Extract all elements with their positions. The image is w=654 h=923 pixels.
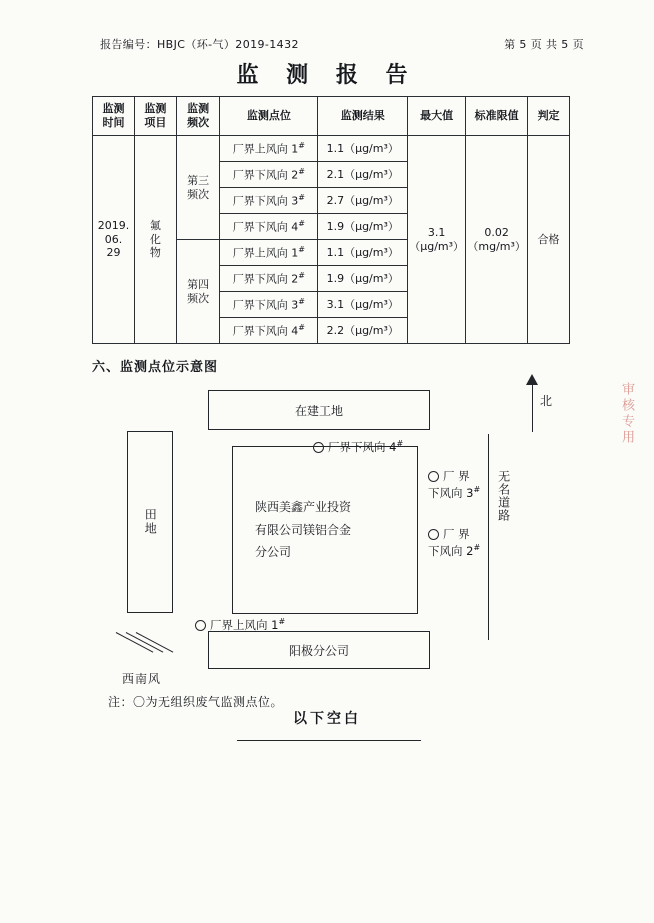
red-stamp-mark: 审核专用 bbox=[619, 382, 634, 446]
cell-limit: 0.02 （mg/m³） bbox=[466, 136, 528, 344]
cell-judge: 合格 bbox=[528, 136, 570, 344]
point-sup: # bbox=[298, 218, 305, 228]
page-title: 监 测 报 告 bbox=[236, 62, 418, 88]
wind-label: 西南风 bbox=[122, 672, 162, 686]
point-sup: # bbox=[298, 322, 305, 332]
farmland-box bbox=[127, 431, 173, 613]
company-line-3: 分公司 bbox=[255, 545, 292, 560]
diagram-note: 注：〇为无组织废气监测点位。 bbox=[108, 695, 284, 709]
north-arrow-shaft bbox=[532, 384, 533, 432]
cell-max: 3.1 （μg/m³） bbox=[408, 136, 466, 344]
cell-result: 1.9（μg/m³） bbox=[318, 266, 408, 292]
cell-result: 1.1（μg/m³） bbox=[318, 136, 408, 162]
page-number: 第 5 页 共 5 页 bbox=[504, 38, 584, 51]
section-title: 六、监测点位示意图 bbox=[92, 360, 219, 375]
site-layout-diagram bbox=[80, 378, 580, 698]
cell-result: 2.7（μg/m³） bbox=[318, 188, 408, 214]
point-sup: # bbox=[298, 166, 305, 176]
monitoring-point-4: 厂界下风向 4# bbox=[313, 438, 403, 455]
cell-result: 1.9（μg/m³） bbox=[318, 214, 408, 240]
cell-time: 2019. 06. 29 bbox=[93, 136, 135, 344]
cell-freq-4: 第四 频次 bbox=[176, 240, 220, 344]
cell-point: 厂界下风向 2# bbox=[220, 266, 318, 292]
monitoring-point-2: 厂 界 下风向 2# bbox=[428, 527, 481, 558]
monitoring-table-wrap bbox=[92, 96, 570, 344]
farmland-label: 田地 bbox=[143, 508, 158, 536]
cell-result: 3.1（μg/m³） bbox=[318, 292, 408, 318]
monitoring-point-3: 厂 界 下风向 3# bbox=[428, 469, 481, 500]
col-time: 监测 时间 bbox=[93, 97, 135, 136]
cell-point: 厂界下风向 3# bbox=[220, 292, 318, 318]
point-sup: # bbox=[298, 192, 305, 202]
col-freq: 监测 频次 bbox=[176, 97, 220, 136]
cell-point: 厂界上风向 1# bbox=[220, 240, 318, 266]
bottom-rule bbox=[237, 740, 421, 741]
table-header-row bbox=[93, 97, 570, 136]
circle-icon bbox=[428, 471, 439, 482]
cell-point: 厂界下风向 2# bbox=[220, 162, 318, 188]
cell-result: 2.1（μg/m³） bbox=[318, 162, 408, 188]
monitoring-point-1: 厂界上风向 1# bbox=[195, 616, 285, 633]
cell-result: 2.2（μg/m³） bbox=[318, 318, 408, 344]
page-header bbox=[100, 36, 584, 52]
col-result: 监测结果 bbox=[318, 97, 408, 136]
cell-point: 厂界下风向 3# bbox=[220, 188, 318, 214]
blank-below-text: 以下空白 bbox=[293, 711, 361, 727]
cell-freq-3: 第三 频次 bbox=[176, 136, 220, 240]
col-point: 监测点位 bbox=[220, 97, 318, 136]
col-judge: 判定 bbox=[528, 97, 570, 136]
company-line-2: 有限公司镁铝合金 bbox=[255, 522, 352, 537]
construction-site-box: 在建工地 bbox=[208, 390, 430, 430]
circle-icon bbox=[428, 529, 439, 540]
wind-direction-icon bbox=[112, 628, 182, 668]
col-max: 最大值 bbox=[408, 97, 466, 136]
report-number: 报告编号：HBJC（环-气）2019-1432 bbox=[100, 38, 299, 51]
table-row bbox=[93, 136, 570, 162]
point-sup: # bbox=[298, 140, 305, 150]
circle-icon bbox=[313, 442, 324, 453]
cell-point: 厂界下风向 4# bbox=[220, 214, 318, 240]
cell-point: 厂界下风向 4# bbox=[220, 318, 318, 344]
col-item: 监测 项目 bbox=[134, 97, 176, 136]
north-label: 北 bbox=[540, 394, 553, 408]
circle-icon bbox=[195, 620, 206, 631]
company-label bbox=[233, 496, 351, 564]
road-label: 无名道路 bbox=[496, 470, 511, 522]
point-sup: # bbox=[298, 244, 305, 254]
point-sup: # bbox=[298, 270, 305, 280]
cell-point: 厂界上风向 1# bbox=[220, 136, 318, 162]
anode-branch-box: 阳极分公司 bbox=[208, 631, 430, 669]
road-line bbox=[488, 434, 489, 640]
cell-item: 氟 化 物 bbox=[134, 136, 176, 344]
col-limit: 标准限值 bbox=[466, 97, 528, 136]
cell-result: 1.1（μg/m³） bbox=[318, 240, 408, 266]
company-line-1: 陕西美鑫产业投资 bbox=[255, 499, 352, 514]
monitoring-table bbox=[92, 96, 570, 344]
point-sup: # bbox=[298, 296, 305, 306]
company-box bbox=[232, 446, 418, 614]
